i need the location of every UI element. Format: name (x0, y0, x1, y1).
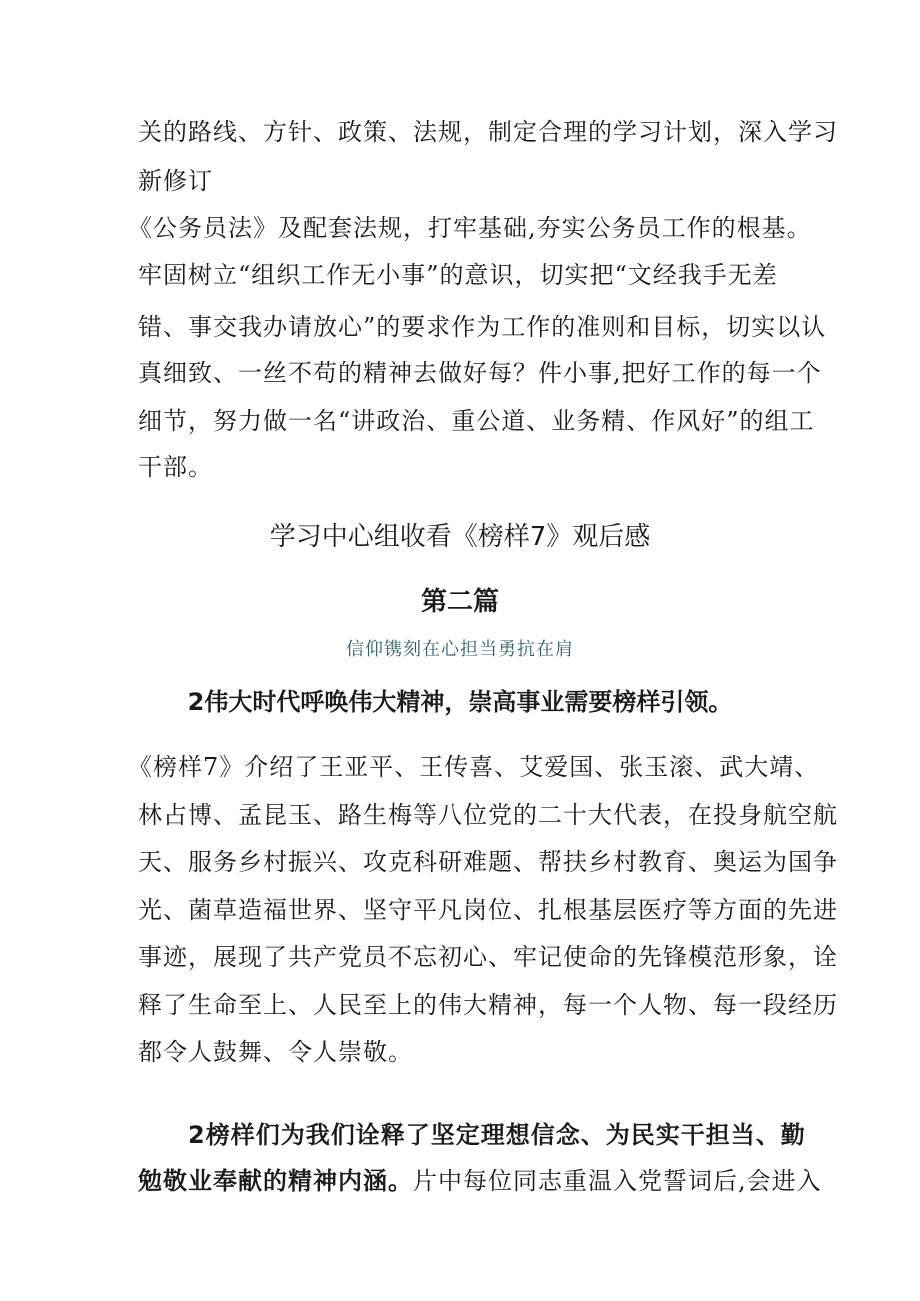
body-text-line: 林占博、孟昆玉、路生梅等八位党的二十大代表，在投身航空航 (138, 801, 838, 829)
article-tagline: 信仰镌刻在心担当勇抗在肩 (346, 639, 574, 660)
body-text-line: 关的路线、方针、政策、法规，制定合理的学习计划，深入学习 (138, 118, 838, 146)
body-text-line: 事迹，展现了共产党员不忘初心、牢记使命的先锋模范形象，诠 (138, 943, 838, 971)
body-text-line: 新修订 (138, 167, 213, 195)
body-text-line: 《公务员法》及配套法规，打牢基础,夯实公务员工作的根基。 (128, 214, 812, 242)
mixed-text-line (138, 1166, 822, 1196)
body-text-line: 光、菌草造福世界、坚守平凡岗位、扎根基层医疗等方面的先进 (138, 896, 838, 924)
body-text-segment: 片中每位同志重温入党誓词后,会进入 (413, 1167, 822, 1195)
body-text-line: 牢固树立“组织工作无小事”的意识，切实把“文经我手无差 (138, 261, 778, 289)
body-text-line: 都令人鼓舞、令人崇敬。 (138, 1038, 413, 1066)
article-subtitle: 第二篇 (420, 587, 499, 617)
body-text-line: 《榜样7》介绍了王亚平、王传喜、艾爱国、张玉滚、武大靖、 (128, 753, 820, 781)
body-text-line: 释了生命至上、人民至上的伟大精神，每一个人物、每一段经历 (138, 991, 838, 1019)
article-title: 学习中心组收看《榜样7》观后感 (269, 522, 651, 552)
body-text-line: 细节，努力做一名“讲政治、重公道、业务精、作风好”的组工 (138, 407, 815, 435)
section-heading: 2伟大时代呼唤伟大精神，崇高事业需要榜样引领。 (187, 688, 733, 716)
body-text-line: 真细致、一丝不苟的精神去做好每？件小事,把好工作的每一个 (138, 359, 822, 387)
body-text-line: 错、事交我办请放心”的要求作为工作的准则和目标，切实以认 (138, 313, 827, 341)
bold-text-line: 2榜样们为我们诠释了坚定理想信念、为民实干担当、勤 (188, 1121, 806, 1149)
body-text-line: 天、服务乡村振兴、攻克科研难题、帮扶乡村教育、奥运为国争 (138, 848, 838, 876)
body-text-line: 干部。 (138, 453, 213, 481)
bold-text-segment: 勉敬业奉献的精神内涵。 (138, 1167, 413, 1195)
